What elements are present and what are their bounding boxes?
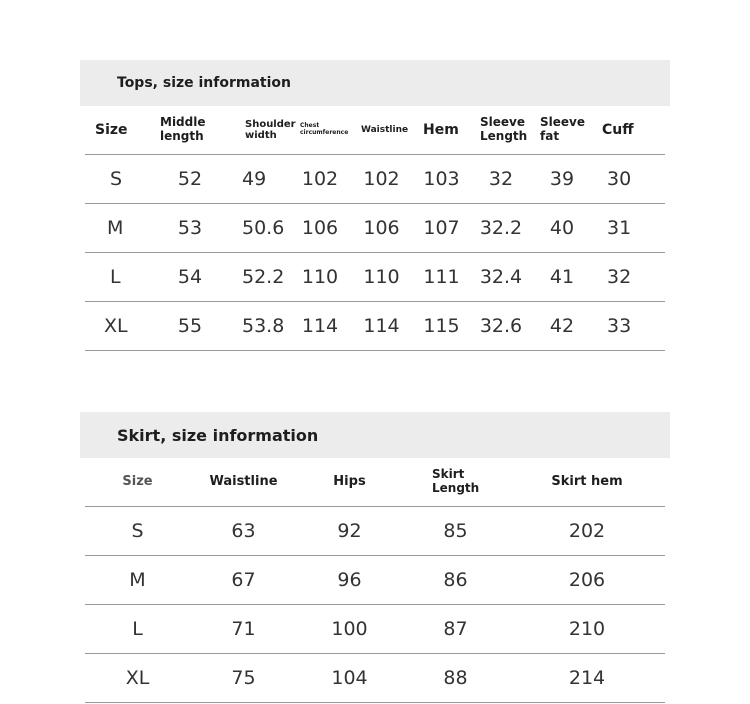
tops-col-hem: Hem — [413, 106, 470, 155]
table-row — [85, 507, 665, 556]
table-cell: 32 — [470, 155, 532, 204]
table-cell: XL — [85, 654, 190, 703]
table-cell: 102 — [290, 155, 350, 204]
table-cell: 54 — [145, 253, 230, 302]
table-row — [85, 302, 665, 351]
table-cell: 32.4 — [470, 253, 532, 302]
table-cell: 110 — [350, 253, 413, 302]
table-cell: L — [85, 605, 190, 654]
skirt-col-hips: Hips — [297, 458, 402, 507]
table-cell: 206 — [509, 556, 665, 605]
table-cell: 102 — [350, 155, 413, 204]
table-cell: 67 — [190, 556, 297, 605]
table-row — [85, 654, 665, 703]
table-cell: 40 — [532, 204, 592, 253]
table-cell: 50.6 — [230, 204, 290, 253]
table-cell: 114 — [350, 302, 413, 351]
skirt-col-size: Size — [85, 458, 190, 507]
table-cell: 32.6 — [470, 302, 532, 351]
table-row — [85, 556, 665, 605]
tops-col-shoulder-width: Shoulder width — [230, 106, 290, 155]
tops-section-title: Tops, size information — [80, 60, 670, 106]
tops-col-middle-length: Middle length — [145, 106, 230, 155]
table-cell: 30 — [592, 155, 665, 204]
table-row — [85, 605, 665, 654]
table-cell: 32 — [592, 253, 665, 302]
tops-col-size: Size — [85, 106, 145, 155]
skirt-col-skirt-length: Skirt Length — [402, 458, 509, 507]
table-cell: 33 — [592, 302, 665, 351]
tops-header-row — [85, 106, 665, 155]
table-cell: L — [85, 253, 145, 302]
skirt-size-table — [85, 458, 665, 703]
tops-col-sleeve-fat: Sleeve fat — [532, 106, 592, 155]
tops-size-table — [85, 106, 665, 351]
table-row — [85, 204, 665, 253]
table-cell: 106 — [350, 204, 413, 253]
tops-col-sleeve-length: Sleeve Length — [470, 106, 532, 155]
table-cell: 103 — [413, 155, 470, 204]
table-cell: 52 — [145, 155, 230, 204]
table-cell: M — [85, 556, 190, 605]
table-cell: 96 — [297, 556, 402, 605]
table-cell: 107 — [413, 204, 470, 253]
table-cell: 63 — [190, 507, 297, 556]
table-cell: 41 — [532, 253, 592, 302]
table-cell: 88 — [402, 654, 509, 703]
tops-col-waistline: Waistline — [350, 106, 413, 155]
table-cell: 85 — [402, 507, 509, 556]
table-cell: 32.2 — [470, 204, 532, 253]
table-cell: 106 — [290, 204, 350, 253]
table-cell: 49 — [230, 155, 290, 204]
table-cell: XL — [85, 302, 145, 351]
table-row — [85, 155, 665, 204]
tops-col-cuff: Cuff — [592, 106, 665, 155]
table-cell: 111 — [413, 253, 470, 302]
tops-size-section — [80, 60, 670, 351]
table-cell: S — [85, 507, 190, 556]
table-row — [85, 253, 665, 302]
skirt-col-skirt-hem: Skirt hem — [509, 458, 665, 507]
table-cell: 114 — [290, 302, 350, 351]
skirt-header-row — [85, 458, 665, 507]
table-cell: 202 — [509, 507, 665, 556]
skirt-col-waistline: Waistline — [190, 458, 297, 507]
table-cell: 75 — [190, 654, 297, 703]
table-cell: 42 — [532, 302, 592, 351]
tops-col-chest-circumference: Chest circumference — [290, 106, 350, 155]
table-cell: 92 — [297, 507, 402, 556]
table-cell: 53.8 — [230, 302, 290, 351]
skirt-size-section — [80, 412, 670, 703]
table-cell: 210 — [509, 605, 665, 654]
table-cell: 39 — [532, 155, 592, 204]
table-cell: 55 — [145, 302, 230, 351]
table-cell: 71 — [190, 605, 297, 654]
table-cell: M — [85, 204, 145, 253]
skirt-section-title: Skirt, size information — [80, 412, 670, 458]
table-cell: 115 — [413, 302, 470, 351]
table-cell: 52.2 — [230, 253, 290, 302]
table-cell: 100 — [297, 605, 402, 654]
table-cell: 87 — [402, 605, 509, 654]
table-cell: 214 — [509, 654, 665, 703]
table-cell: 86 — [402, 556, 509, 605]
table-cell: 104 — [297, 654, 402, 703]
table-cell: 110 — [290, 253, 350, 302]
table-cell: 53 — [145, 204, 230, 253]
table-cell: S — [85, 155, 145, 204]
table-cell: 31 — [592, 204, 665, 253]
